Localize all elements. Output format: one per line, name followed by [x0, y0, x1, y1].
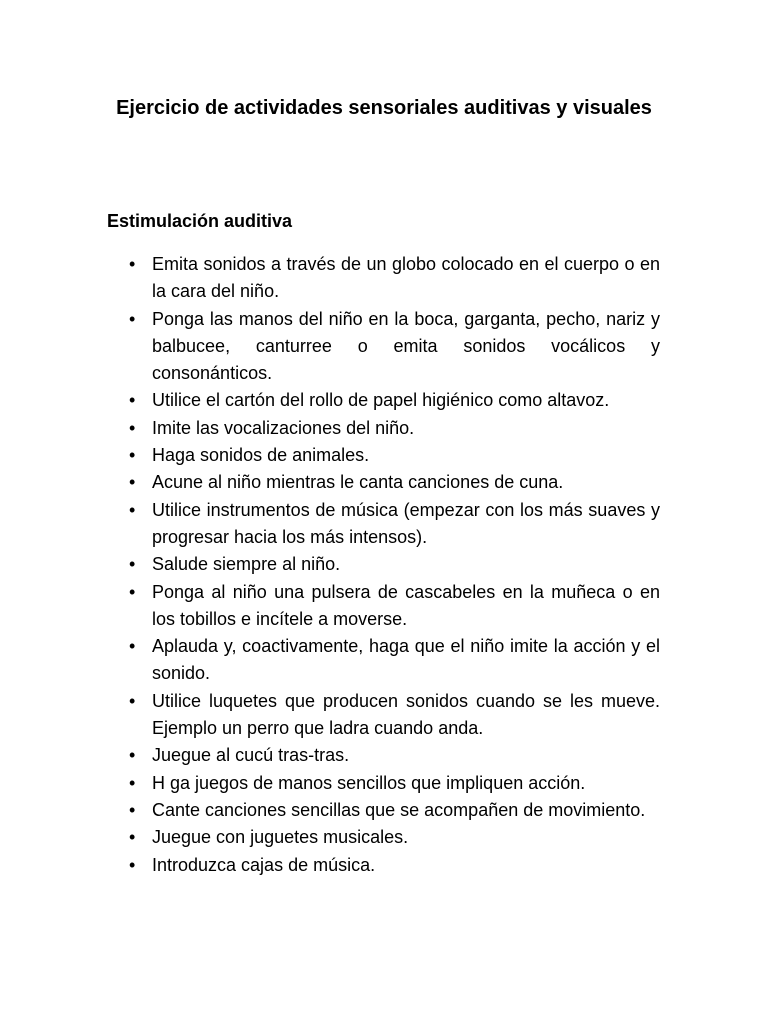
list-item: • Emita sonidos a través de un globo colocado en el cuerpo o en la cara del niño.	[152, 251, 660, 306]
section-heading: Estimulación auditiva	[107, 211, 293, 231]
list-item: • Utilice el cartón del rollo de papel higiénico como altavoz.	[152, 387, 660, 414]
list-item: • Haga sonidos de animales.	[152, 442, 660, 469]
list-item: • Acune al niño mientras le canta canciones de cuna.	[152, 469, 660, 496]
list-item: • Imite las vocalizaciones del niño.	[152, 415, 660, 442]
document-title: Ejercicio de actividades sensoriales auditivas y visuales	[116, 97, 652, 119]
bullet-list	[152, 251, 660, 879]
list-item: • Introduzca cajas de música.	[152, 852, 660, 879]
list-item: • Ponga las manos del niño en la boca, garganta, pecho, nariz y balbucee, canturree o emita sonidos vocálicos y consonánticos.	[152, 306, 660, 388]
list-item: • Aplauda y, coactivamente, haga que el niño imite la acción y el sonido.	[152, 633, 660, 688]
list-item: • Juegue con juguetes musicales.	[152, 824, 660, 851]
list-item: • Utilice instrumentos de música (empezar con los más suaves y progresar hacia los más intensos).	[152, 497, 660, 552]
list-item: • Ponga al niño una pulsera de cascabeles en la muñeca o en los tobillos e incítele a moverse.	[152, 579, 660, 634]
list-item: • Utilice luquetes que producen sonidos cuando se les mueve. Ejemplo un perro que ladra cuando anda.	[152, 688, 660, 743]
list-item: • Cante canciones sencillas que se acompañen de movimiento.	[152, 797, 660, 824]
list-item: • H ga juegos de manos sencillos que impliquen acción.	[152, 770, 660, 797]
list-item: • Juegue al cucú tras-tras.	[152, 742, 660, 769]
list-item: • Salude siempre al niño.	[152, 551, 660, 578]
